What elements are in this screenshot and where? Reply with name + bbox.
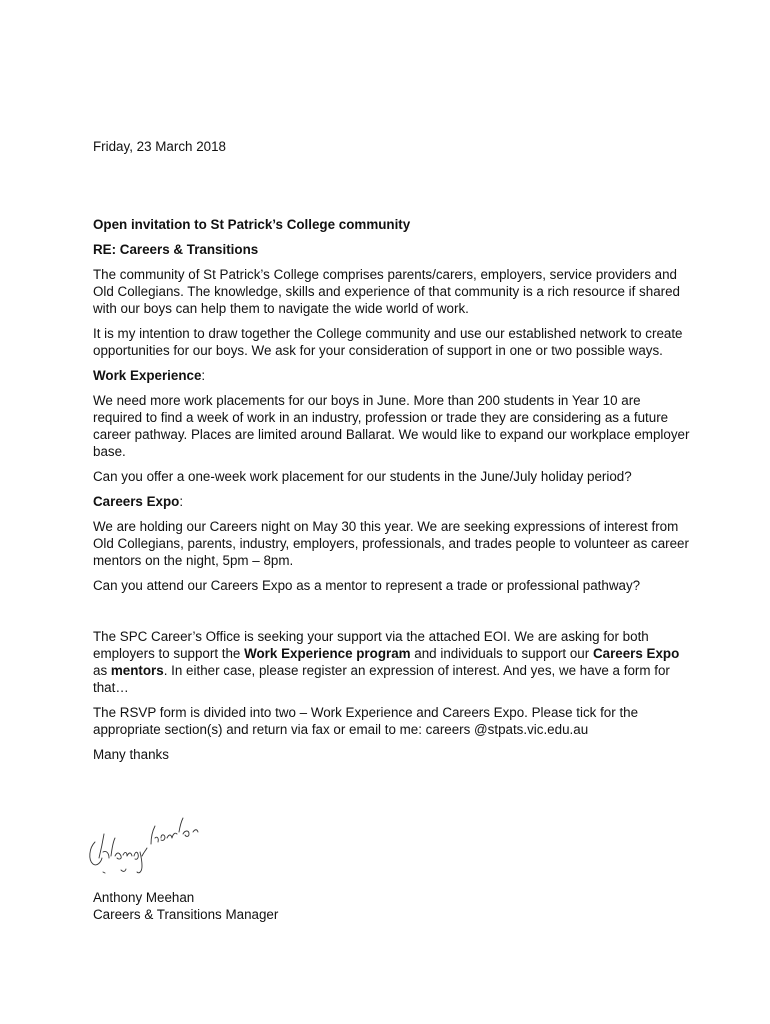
support-text-3: as [93,663,111,678]
careers-expo-paragraph: We are holding our Careers night on May 30 this year. We are seeking expressions of interest from Old Collegians, parents, industry, employers, professionals, and trades people to volunteer as career mentors on the night, 5pm – 8pm. [93,519,689,568]
careers-expo-heading [93,493,693,510]
support-text-1: The SPC Career’s Office is seeking your support via the attached EOI. We are asking for both employers to support the [93,629,649,661]
work-experience-title: Work Experience [93,368,202,383]
support-bold-work-experience: Work Experience program [244,646,411,661]
handwritten-signature [85,812,215,880]
rsvp-paragraph: The RSVP form is divided into two – Work Experience and Careers Expo. Please tick for the appropriate section(s) and return via fax or email to me: careers @stpats.vic.edu.au [93,705,639,737]
work-experience-paragraph: We need more work placements for our boys in June. More than 200 students in Year 10 are required to find a week of work in an industry, profession or trade they are considering as a future career pathway. Places are limited around Ballarat. We would like to expand our workplace employer base. [93,393,690,459]
re-line: RE: Careers & Transitions [93,242,259,257]
intro-paragraph: The community of St Patrick’s College comprises parents/carers, employers, service providers and Old Collegians. The knowledge, skills and experience of that community is a rich resource if shared with our boys can help them to navigate the wide world of work. [93,267,680,316]
careers-expo-colon: : [179,494,184,509]
work-experience-heading [93,367,693,384]
signature-graphic [85,812,215,880]
work-experience-question: Can you offer a one-week work placement for our students in the June/July holiday period? [93,469,632,484]
letter-date: Friday, 23 March 2018 [93,139,226,154]
support-text-4: . In either case, please register an expression of interest. And yes, we have a form for that… [93,663,670,695]
section-spacer [93,602,693,628]
support-text-2: and individuals to support our [410,646,593,661]
work-experience-colon: : [201,368,206,383]
sign-off: Many thanks [93,747,169,762]
letter-body [93,216,693,771]
support-bold-careers-expo: Careers Expo [592,646,680,661]
intention-paragraph: It is my intention to draw together the College community and use our established network to create opportunities for our boys. We ask for your consideration of support in one or two possible ways. [93,326,683,358]
careers-expo-title: Careers Expo [93,494,180,509]
support-bold-mentors: mentors [110,663,164,678]
signatory-name: Anthony Meehan [93,890,195,905]
letter-heading: Open invitation to St Patrick’s College community [93,217,411,232]
careers-expo-question: Can you attend our Careers Expo as a mentor to represent a trade or professional pathway? [93,578,641,593]
support-paragraph [93,628,693,696]
signatory-block [93,889,278,923]
signatory-title: Careers & Transitions Manager [93,907,279,922]
